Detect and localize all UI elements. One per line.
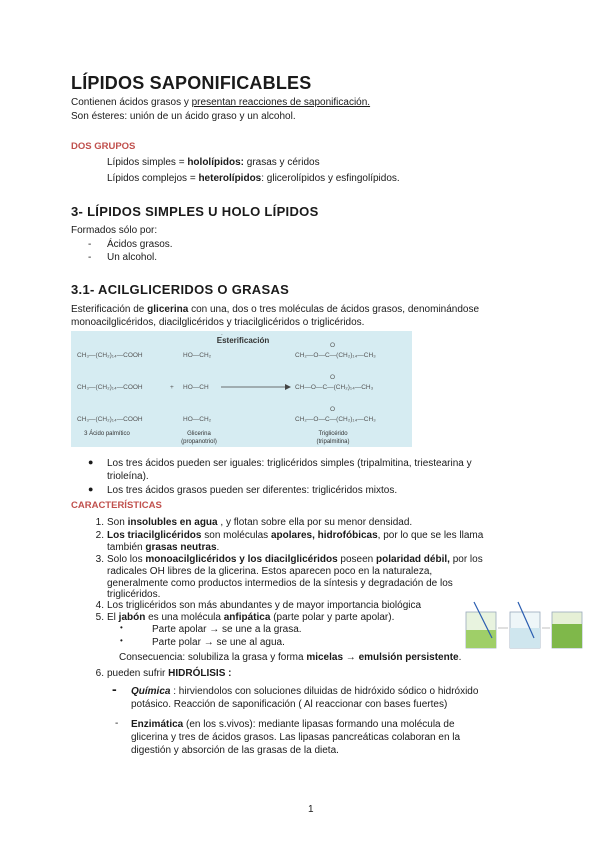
list-number: 5. [95, 612, 104, 623]
beaker-liquid [510, 628, 540, 648]
list-number: 3. [95, 554, 104, 565]
micelle-illustration [462, 598, 586, 658]
caracteristica-3: Solo los monoacilglicéridos y los diacilglicéridos poseen polaridad débil, por los [107, 554, 483, 565]
intro-line-2: Son ésteres: unión de un ácido graso y un alcohol. [71, 111, 296, 122]
esterificacion-paragraph-line-2: monoacilglicéridos, diacilglicéridos y triacilglicéridos o triglicéridos. [71, 317, 365, 328]
dash-bullet: - [88, 252, 92, 263]
esterification-figure [71, 331, 412, 447]
caracteristica-3-continuation: triglicéridos. [107, 589, 161, 600]
caracteristica-1: Son insolubles en agua , y flotan sobre ella por su menor densidad. [107, 517, 413, 528]
section-3-1-heading: 3.1- ACILGLICERIDOS O GRASAS [71, 282, 290, 297]
figure-label: (tripalmitina) [316, 439, 350, 445]
sub-bullet-dot: • [120, 623, 123, 632]
dash-bullet: - [88, 239, 92, 250]
triglyceride-formula: CH₂—O—C—(CH₂)₁₄—CH₃ [295, 416, 376, 423]
esterification-diagram [71, 331, 412, 447]
caracteristica-6: pueden sufrir HIDRÓLISIS : [107, 668, 232, 679]
hidrolisis-enzimatica: Enzimática (en los s.vivos): mediante lipasas formando una molécula de [131, 719, 455, 730]
list-item: Ácidos grasos. [107, 239, 173, 250]
figure-label: (propanotriol) [181, 439, 217, 445]
hidrolisis-enzimatica-continuation: glicerina y tres de ácidos grasos. Las lipasas pancreáticas colaboran en la [131, 732, 461, 743]
oxygen-atom: O [330, 342, 336, 349]
beaker-liquid [552, 624, 582, 648]
list-number: 6. [95, 668, 104, 679]
bullet-item: Los tres ácidos pueden ser iguales: triglicéridos simples (tripalmitina, triestearina y [107, 458, 472, 469]
glycerol-formula: HO—CH [183, 384, 209, 391]
decorative-glyph: . [221, 331, 223, 337]
caracteristicas-heading: CARACTERÍSTICAS [71, 500, 162, 511]
hidrolisis-quimica: Química : hirviendolos con soluciones diluidas de hidróxido sódico o hidróxido [131, 686, 479, 697]
esterificacion-paragraph-line-1: Esterificación de glicerina con una, dos o tres moléculas de ácidos grasos, denominándose [71, 304, 480, 315]
formados-text: Formados sólo por: [71, 225, 158, 236]
beakers-image [462, 598, 586, 658]
figure-label: Glicerina [187, 431, 211, 437]
consecuencia-line: Consecuencia: solubiliza la grasa y forma micelas → emulsión persistente. [119, 652, 462, 663]
intro-line-1: Contienen ácidos grasos y presentan reacciones de saponificación. [71, 97, 371, 108]
sub-item-polar: Parte polar → se une al agua. [152, 637, 285, 648]
list-number: 1. [95, 517, 104, 528]
caracteristica-5: El jabón es una molécula anfipática (parte polar y parte apolar). [107, 612, 395, 623]
list-item: Un alcohol. [107, 252, 158, 263]
caracteristica-3-continuation: generalmente como productos intermedios de la síntesis y degradación de los [107, 578, 453, 589]
caracteristica-2: Los triacilglicéridos son moléculas apolares, hidrofóbicas, por lo que se les llama [107, 530, 484, 541]
oxygen-atom: O [330, 374, 336, 381]
dash-bullet: - [112, 681, 117, 697]
reaction-arrowhead [285, 384, 291, 390]
plus-sign: + [170, 384, 174, 391]
hidrolisis-quimica-continuation: potásico. Reacción de saponificación ( Al reaccionar con bases fuertes) [131, 699, 448, 710]
fatty-acid-formula: CH₃—(CH₂)₁₄—COOH [77, 416, 143, 423]
sub-item-apolar: Parte apolar → se une a la grasa. [152, 624, 302, 635]
fatty-acid-formula: CH₃—(CH₂)₁₄—COOH [77, 384, 143, 391]
lipidos-complejos-line: Lípidos complejos = heterolípidos: glicerolípidos y esfingolípidos. [107, 173, 400, 184]
list-number: 4. [95, 600, 104, 611]
list-number: 2. [95, 530, 104, 541]
caracteristica-4: Los triglicéridos son más abundantes y de mayor importancia biológica [107, 600, 422, 611]
figure-label: 3 Ácido palmítico [84, 431, 130, 437]
hidrolisis-enzimatica-continuation: digestión y absorción de las grasas de la dieta. [131, 745, 339, 756]
dos-grupos-heading: DOS GRUPOS [71, 141, 136, 152]
beaker-liquid [466, 630, 496, 648]
bullet-item-continuation: trioleína). [107, 471, 149, 482]
bullet-dot: ● [88, 484, 94, 494]
triglyceride-formula: CH—O—C—(CH₂)₁₄—CH₃ [295, 384, 374, 391]
page-title: LÍPIDOS SAPONIFICABLES [71, 73, 312, 93]
glycerol-formula: HO—CH₂ [183, 416, 212, 423]
oxygen-atom: O [330, 406, 336, 413]
caracteristica-2-continuation: también grasas neutras. [107, 542, 220, 553]
caracteristica-3-continuation: radicales OH libres de la glicerina. Estos aparecen poco en la naturaleza, [107, 566, 433, 577]
glycerol-formula: HO—CH₂ [183, 352, 212, 359]
lipidos-simples-line: Lípidos simples = hololípidos: grasas y céridos [107, 157, 320, 168]
triglyceride-formula: CH₂—O—C—(CH₂)₁₄—CH₃ [295, 352, 376, 359]
bullet-dot: ● [88, 457, 94, 467]
dash-bullet: - [115, 718, 119, 729]
fatty-acid-formula: CH₃—(CH₂)₁₄—COOH [77, 352, 143, 359]
figure-label: Triglicérido [318, 431, 348, 437]
bullet-item: Los tres ácidos grasos pueden ser diferentes: triglicéridos mixtos. [107, 485, 398, 496]
page-number: 1 [308, 804, 314, 815]
sub-bullet-dot: • [120, 636, 123, 645]
section-3-heading: 3- LÍPIDOS SIMPLES U HOLO LÍPIDOS [71, 204, 319, 219]
figure-title: Esterificación [216, 336, 270, 345]
